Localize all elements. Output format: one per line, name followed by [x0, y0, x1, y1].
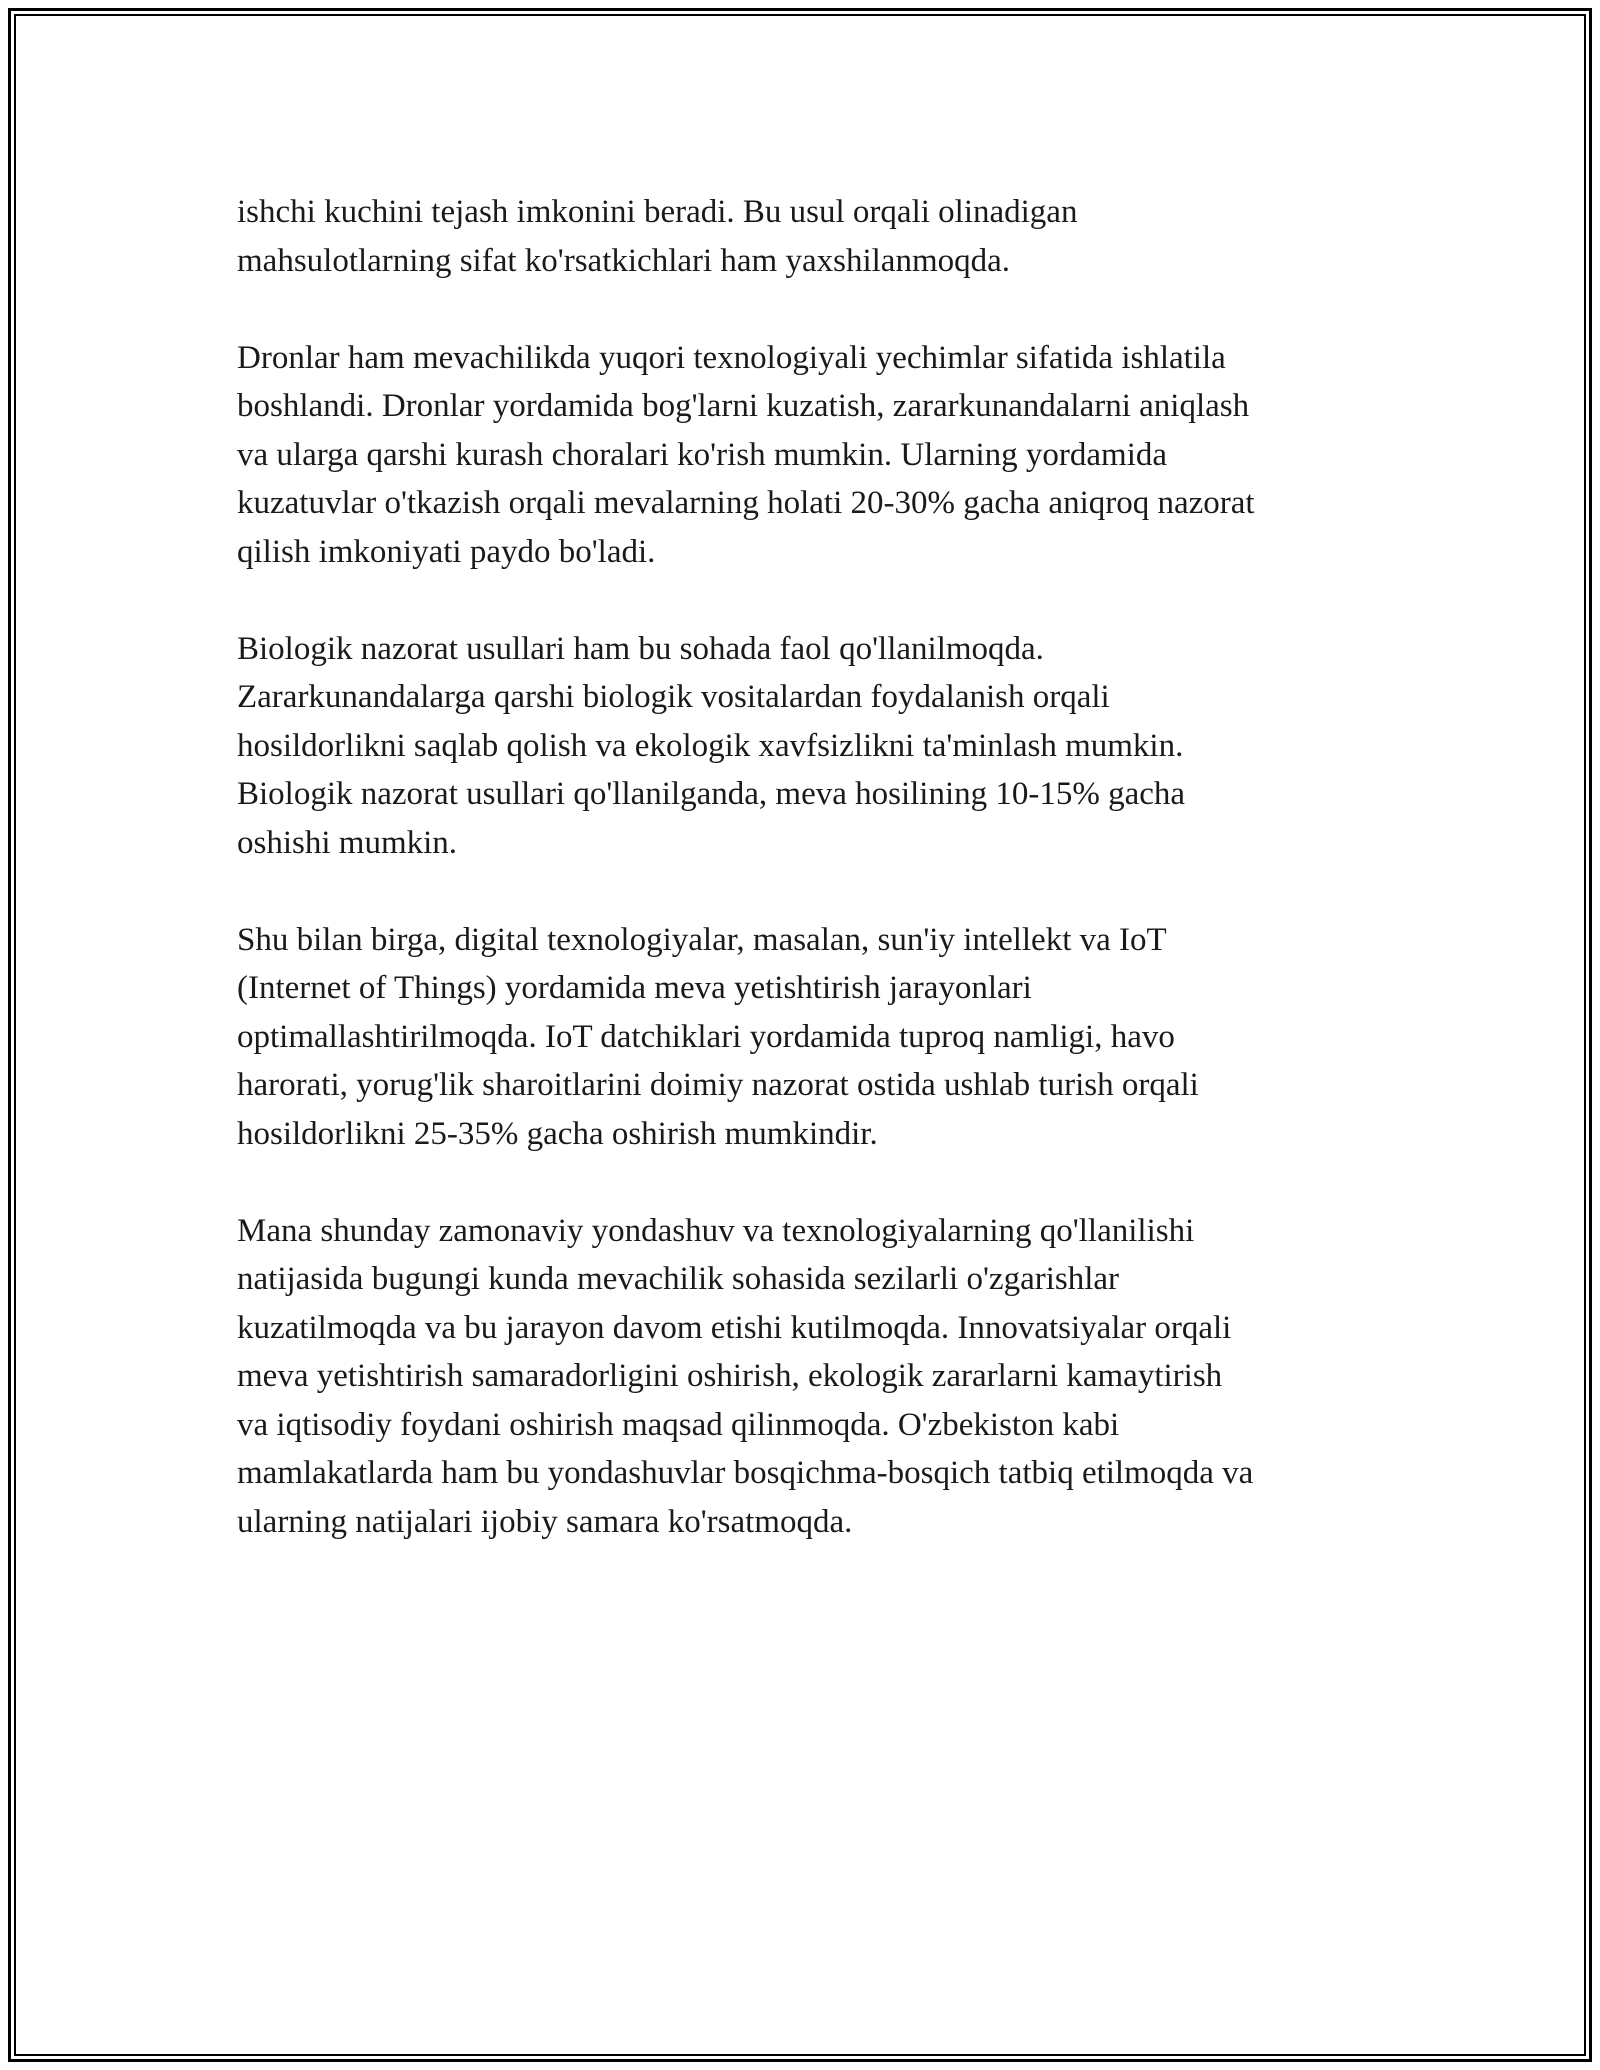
text-line: boshlandi. Dronlar yordamida bog'larni kuzatish, zararkunandalarni aniqlash	[237, 388, 1250, 424]
text-line: natijasida bugungi kunda mevachilik sohasida sezilarli o'zgarishlar	[237, 1261, 1120, 1297]
text-line: hosildorlikni saqlab qolish va ekologik xavfsizlikni ta'minlash mumkin.	[237, 727, 1184, 764]
text-line: Zararkunandalarga qarshi biologik vositalardan foydalanish orqali	[237, 679, 1110, 715]
paragraph-4	[237, 916, 1397, 1159]
text-line: (Internet of Things) yordamida meva yetishtirish jarayonlari	[237, 970, 1032, 1006]
text-line: optimallashtirilmoqda. IoT datchiklari yordamida tuproq namligi, havo	[237, 1018, 1175, 1055]
paragraph-3	[237, 625, 1397, 868]
document-body	[237, 188, 1397, 1595]
text-line: mahsulotlarning sifat ko'rsatkichlari ham yaxshilanmoqda.	[237, 242, 1011, 279]
text-line: Biologik nazorat usullari ham bu sohada faol qo'llanilmoqda.	[237, 630, 1044, 667]
text-line: Dronlar ham mevachilikda yuqori texnologiyali yechimlar sifatida ishlatila	[237, 339, 1226, 376]
text-line: hosildorlikni 25-35% gacha oshirish mumkindir.	[237, 1115, 878, 1152]
text-line: ishchi kuchini tejash imkonini beradi. Bu usul orqali olinadigan	[237, 194, 1078, 230]
text-line: qilish imkoniyati paydo bo'ladi.	[237, 533, 656, 570]
text-line: va iqtisodiy foydani oshirish maqsad qilinmoqda. O'zbekiston kabi	[237, 1406, 1120, 1443]
page-border	[8, 8, 1592, 2062]
text-line: harorati, yorug'lik sharoitlarini doimiy nazorat ostida ushlab turish orqali	[237, 1067, 1199, 1103]
text-line: meva yetishtirish samaradorligini oshirish, ekologik zararlarni kamaytirish	[237, 1358, 1223, 1394]
page-border-inner	[14, 14, 1586, 2056]
text-line: kuzatilmoqda va bu jarayon davom etishi kutilmoqda. Innovatsiyalar orqali	[237, 1309, 1232, 1346]
text-line: Shu bilan birga, digital texnologiyalar, masalan, sun'iy intellekt va IoT	[237, 921, 1167, 958]
paragraph-1	[237, 188, 1397, 285]
text-line: Mana shunday zamonaviy yondashuv va texnologiyalarning qo'llanilishi	[237, 1212, 1195, 1249]
paragraph-5	[237, 1207, 1397, 1547]
text-line: mamlakatlarda ham bu yondashuvlar bosqichma-bosqich tatbiq etilmoqda va	[237, 1455, 1254, 1491]
text-line: kuzatuvlar o'tkazish orqali mevalarning holati 20-30% gacha aniqroq nazorat	[237, 485, 1255, 521]
text-line: ularning natijalari ijobiy samara ko'rsatmoqda.	[237, 1503, 853, 1540]
text-line: va ularga qarshi kurash choralari ko'rish mumkin. Ularning yordamida	[237, 436, 1168, 473]
paragraph-2	[237, 334, 1397, 577]
text-line: oshishi mumkin.	[237, 824, 458, 861]
text-line: Biologik nazorat usullari qo'llanilganda, meva hosilining 10-15% gacha	[237, 776, 1186, 812]
